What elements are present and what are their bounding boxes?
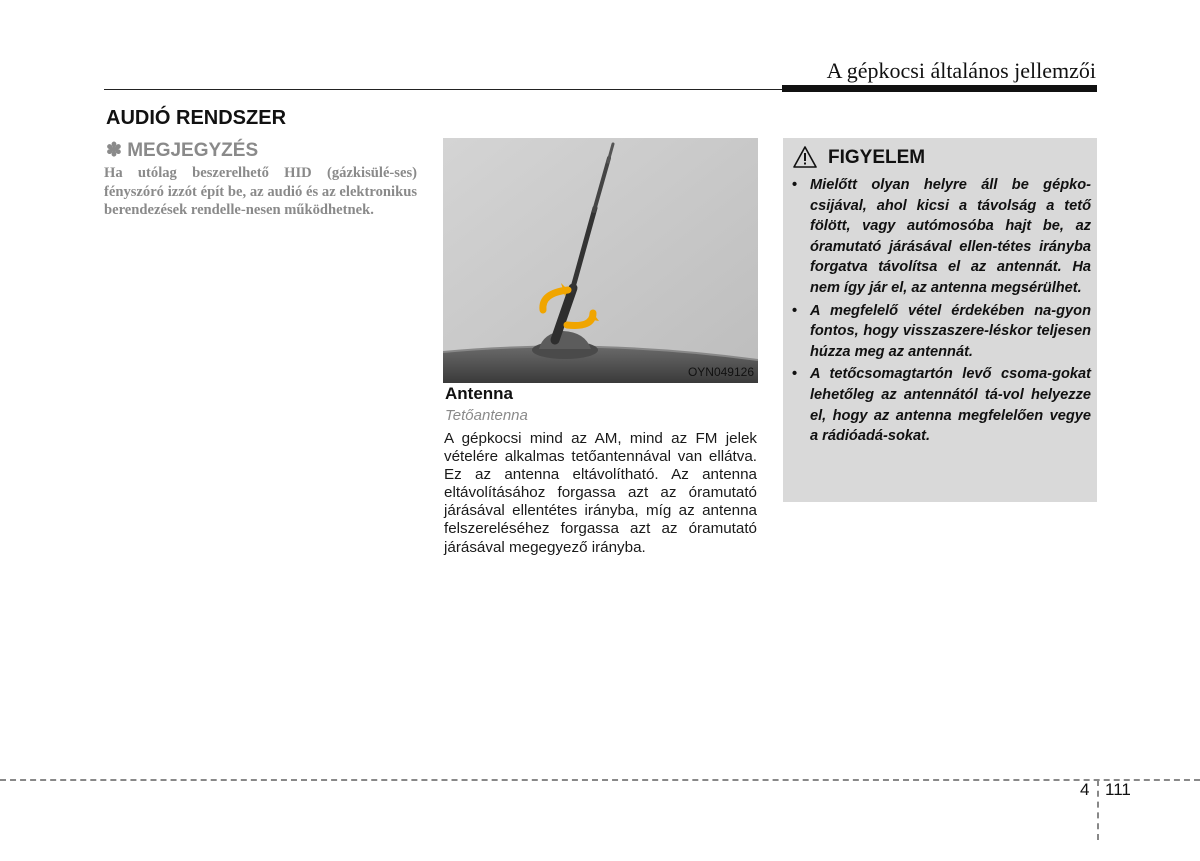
page-number: 111	[1105, 780, 1131, 799]
antenna-heading: Antenna	[445, 384, 513, 403]
antenna-subheading: Tetőantenna	[445, 407, 528, 424]
note-body: Ha utólag beszerelhető HID (gázkisülé-ses) fényszóró izzót épít be, az audió és az elektronikus berendezések rendelle-nesen működhetnek.	[104, 165, 417, 218]
warning-item	[791, 364, 1091, 446]
chapter-number: 4	[1080, 780, 1090, 799]
warning-item-text: Mielőtt olyan helyre áll be gépko-csijával, ahol kicsi a távolság a tető fölött, vagy autómosóba hajt be, az óramutató járásával ellen-tétes irányba forgatva távolítsa el az antennát. Ha nem így jár el, az antenna megsérülhet.	[810, 177, 1091, 296]
footer-divider	[0, 779, 1200, 781]
warning-item-text: A megfelelő vétel érdekében na-gyon fontos, hogy visszaszere-léskor teljesen húzza meg az antennát.	[810, 302, 1091, 360]
antenna-illustration	[443, 138, 758, 383]
warning-item	[791, 301, 1091, 363]
antenna-drawing	[443, 138, 758, 383]
warning-item-text: A tetőcsomagtartón levő csoma-gokat lehetőleg az antennától tá-vol helyezze el, hogy az antenna megfelelően vegye a rádióadá-sokat.	[810, 366, 1091, 445]
bullet: •	[792, 366, 798, 383]
section-title: AUDIÓ RENDSZER	[106, 107, 287, 129]
bullet: •	[792, 302, 798, 319]
warning-item	[791, 175, 1091, 299]
figure-code: OYN049126	[687, 365, 754, 379]
note-heading: ✽ MEGJEGYZÉS	[106, 140, 259, 161]
antenna-description: A gépkocsi mind az AM, mind az FM jelek vételére alkalmas tetőantennával van ellátva. Ez az antenna eltávolítható. Az antenna eltávolításához forgassa azt az óramutató járásával ellentétes irányba, míg az antenna felszereléséhez forgassa azt az óramutató járásával megegyező irányba.	[444, 430, 757, 556]
warning-triangle-icon	[793, 146, 817, 168]
warning-box	[783, 138, 1097, 502]
page-header-title: A gépkocsi általános jellemzői	[826, 58, 1096, 83]
warning-list	[791, 175, 1091, 449]
header-divider	[104, 89, 784, 90]
footer-separator	[1097, 780, 1099, 840]
warning-title: FIGYELEM	[828, 147, 926, 168]
header-divider-bar	[782, 85, 1097, 92]
bullet: •	[792, 177, 798, 193]
